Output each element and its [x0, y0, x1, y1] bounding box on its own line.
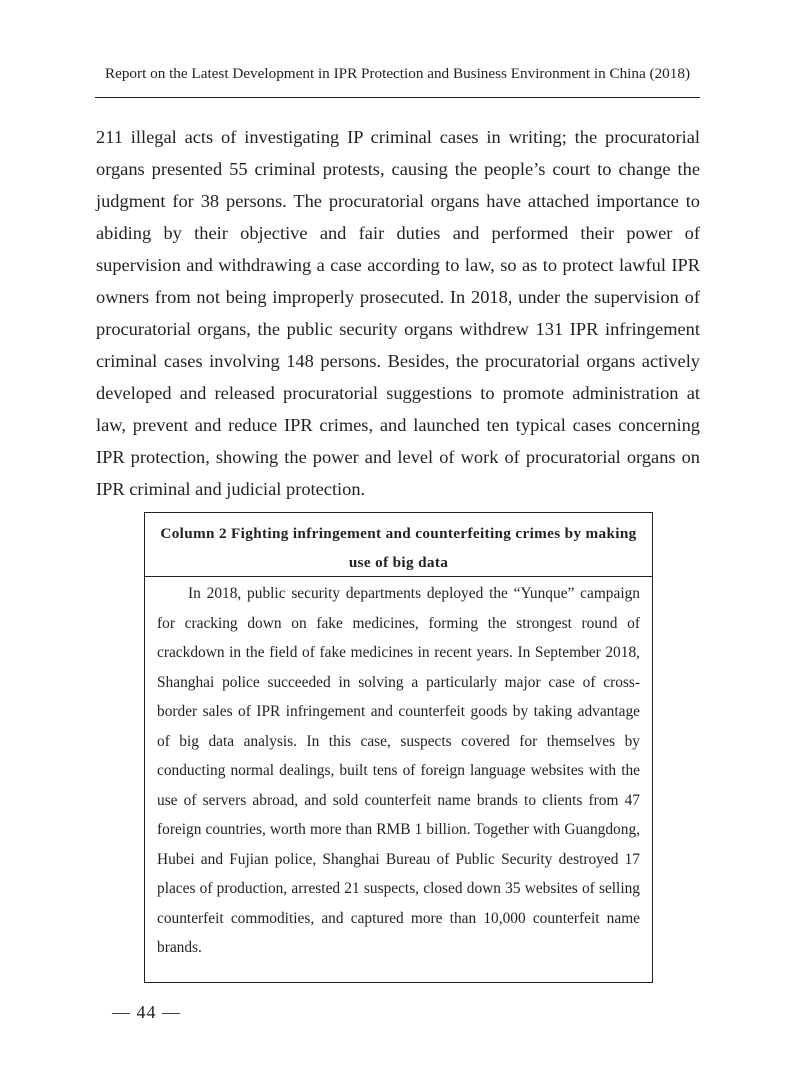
column-box-title: Column 2 Fighting infringement and counterfeiting crimes by making use of big data [145, 513, 652, 577]
running-header: Report on the Latest Development in IPR Protection and Business Environment in China (2018) [104, 65, 691, 82]
header-rule [95, 97, 700, 98]
body-paragraph: 211 illegal acts of investigating IP criminal cases in writing; the procuratorial organs presented 55 criminal protests, causing the people’s court to change the judgment for 38 persons. The procuratorial organs have attached importance to abiding by their objective and fair duties and performed their power of supervision and withdrawing a case according to law, so as to protect lawful IPR owners from not being improperly prosecuted. In 2018, under the supervision of procuratorial organs, the public security organs withdrew 131 IPR infringement criminal cases involving 148 persons. Besides, the procuratorial organs actively developed and released procuratorial suggestions to promote administration at law, prevent and reduce IPR crimes, and launched ten typical cases concerning IPR protection, showing the power and level of work of procuratorial organs on IPR criminal and judicial protection. [96, 127, 700, 499]
column-box [144, 512, 653, 983]
page-number: — 44 — [112, 1002, 181, 1022]
column-box-text: In 2018, public security departments deployed the “Yunque” campaign for cracking down on fake medicines, forming the strongest round of crackdown in the field of fake medicines in recent years. In September 2018, Shanghai police succeeded in solving a particularly major case of cross-border sales of IPR infringement and counterfeit goods by taking advantage of big data analysis. In this case, suspects covered for themselves by conducting normal dealings, built tens of foreign language websites with the use of servers abroad, and sold counterfeit name brands to clients from 47 foreign countries, worth more than RMB 1 billion. Together with Guangdong, Hubei and Fujian police, Shanghai Bureau of Public Security destroyed 17 places of production, arrested 21 suspects, closed down 35 websites of selling counterfeit commodities, and captured more than 10,000 counterfeit name brands. [157, 585, 640, 956]
